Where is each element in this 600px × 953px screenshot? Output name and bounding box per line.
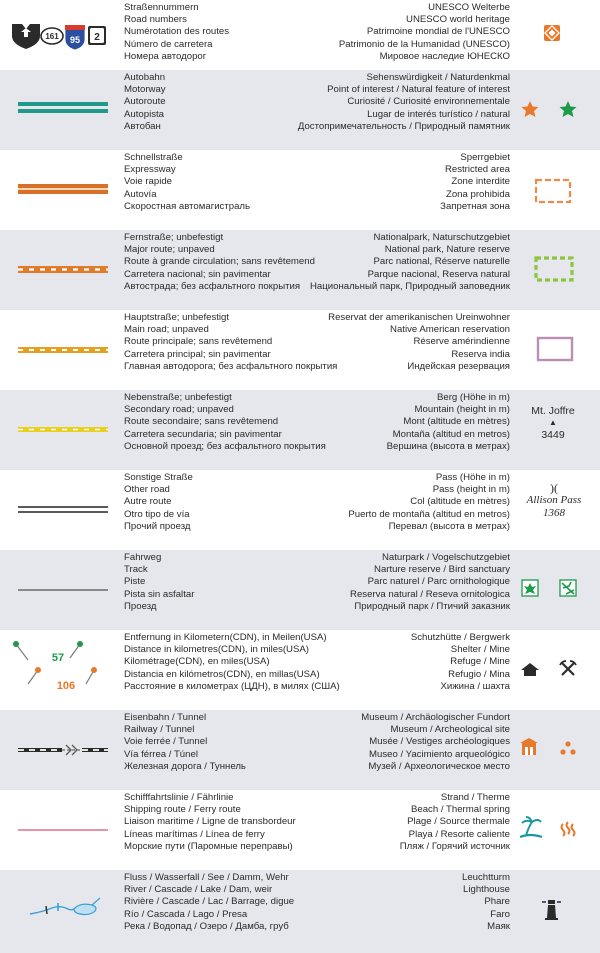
label-ru: Автострада; без асфальтного покрытия	[124, 280, 301, 292]
nature-park-leaf-icon	[522, 580, 538, 596]
label-de: UNESCO Welterbe	[428, 2, 510, 13]
label-en: Main road; unpaved	[124, 324, 209, 336]
label-en: Restricted area	[444, 164, 510, 176]
label-ru: Достопримечательность / Природный памятник	[297, 120, 510, 132]
legend-right-text	[270, 232, 510, 293]
label-fr: Route à grande circulation; sans revêtemend	[124, 256, 315, 268]
label-es: Faro	[490, 908, 510, 920]
label-es: Río / Cascada / Lago / Presa	[124, 908, 248, 920]
label-de: Sperrgebiet	[460, 152, 510, 163]
label-ru: Автобан	[124, 120, 161, 132]
restricted-area-icon	[536, 180, 570, 202]
mountain-pass-symbol	[518, 482, 590, 520]
label-en: Major route; unpaved	[124, 244, 215, 256]
label-en: National park, Nature reserve	[384, 244, 510, 256]
pass-name: Allison Pass	[526, 494, 582, 506]
motorway-line-icon	[18, 102, 108, 113]
river-lake-dam-icon	[30, 898, 100, 915]
label-ru: Железная дорога / Туннель	[124, 760, 246, 772]
label-en: UNESCO world heritage	[406, 14, 510, 26]
legend-row-expressway	[0, 150, 600, 230]
label-en: Shipping route / Ferry route	[124, 804, 241, 816]
label-en: Motorway	[124, 84, 166, 96]
label-de: Reservat der amerikanischen Ureinwohner	[328, 312, 510, 323]
label-de: Eisenbahn / Tunnel	[124, 712, 207, 723]
label-fr: Phare	[484, 896, 510, 908]
label-en: Secondary road; unpaved	[124, 404, 234, 416]
interstate-shield-icon	[65, 25, 85, 50]
label-de: Fluss / Wasserfall / See / Damm, Wehr	[124, 872, 289, 883]
label-en: Native American reservation	[390, 324, 510, 336]
label-de: Autobahn	[124, 72, 166, 83]
label-ru: Река / Водопад / Озеро / Дамба, груб	[124, 920, 289, 932]
label-de: Schifffahrtslinie / Fährlinie	[124, 792, 234, 803]
label-fr: Rivière / Cascade / Lac / Barrage, digue	[124, 896, 295, 908]
label-ru: Запретная зона	[440, 200, 510, 212]
label-es: Refugio / Mina	[448, 668, 510, 680]
label-en: Other road	[124, 484, 170, 496]
label-de: Straßennummern	[124, 2, 199, 13]
label-de: Pass (Höhe in m)	[435, 472, 510, 483]
label-en: River / Cascade / Lake / Dam, weir	[124, 884, 273, 896]
shelter-hut-icon	[521, 663, 539, 676]
label-de: Hauptstraße; unbefestigt	[124, 312, 230, 323]
legend-right-text	[270, 632, 510, 693]
legend-right-text	[270, 392, 510, 453]
label-de: Fernstraße; unbefestigt	[124, 232, 224, 243]
label-ru: Природный парк / Птичий заказник	[354, 600, 510, 612]
label-es: Autovía	[124, 188, 157, 200]
label-es: Parque nacional, Reserva natural	[367, 268, 510, 280]
peak-triangle-icon: ▲	[549, 418, 557, 427]
legend-right-text	[270, 552, 510, 613]
label-fr: Mont (altitude en mètres)	[403, 416, 510, 428]
road-number-badges	[0, 0, 112, 70]
label-es: Carretera secundaria; sin pavimentar	[124, 428, 282, 440]
label-ru: Прочий проезд	[124, 520, 191, 532]
legend-right-text	[270, 792, 510, 853]
legend-right-text	[270, 2, 510, 63]
label-fr: Zone interdite	[451, 176, 510, 188]
legend-row-motorway	[0, 70, 600, 150]
point-of-interest-star-icon	[522, 101, 539, 117]
label-ru: Проезд	[124, 600, 157, 612]
label-ru: Вершина (высота в метрах)	[386, 440, 510, 452]
label-de: Sehenswürdigkeit / Naturdenkmal	[366, 72, 510, 83]
label-en: Track	[124, 564, 148, 576]
label-fr: Réserve amérindienne	[413, 336, 510, 348]
label-es: Número de carretera	[124, 38, 213, 50]
label-fr: Patrimoine mondial de l'UNESCO	[366, 26, 510, 38]
unesco-symbol	[516, 0, 600, 70]
label-es: Reserva india	[451, 348, 510, 360]
us-route-shield-icon	[88, 26, 106, 45]
archeological-site-icon	[560, 741, 575, 754]
pass-height: 1368	[543, 507, 565, 519]
label-en: Beach / Thermal spring	[410, 804, 510, 816]
peak-height: 3449	[541, 429, 565, 441]
label-de: Nebenstraße; unbefestigt	[124, 392, 232, 403]
label-fr: Parc national, Réserve naturelle	[373, 256, 510, 268]
label-ru: Главная автодорога; без асфальтного покрытия	[124, 360, 338, 372]
label-es: Carretera principal; sin pavimentar	[124, 348, 271, 360]
label-en: Distance in kilometres(CDN), in miles(USA)	[124, 644, 309, 656]
lighthouse-icon	[542, 900, 561, 920]
label-fr: Plage / Source thermale	[407, 816, 510, 828]
label-de: Sonstige Straße	[124, 472, 193, 483]
label-fr: Numérotation des routes	[124, 26, 230, 38]
other-road-line-icon	[18, 506, 108, 513]
label-es: Vía férrea / Túnel	[124, 748, 198, 760]
label-es: Otro tipo de vía	[124, 508, 190, 520]
label-es: Patrimonio de la Humanidad (UNESCO)	[338, 38, 510, 50]
label-ru: Индейская резервация	[407, 360, 510, 372]
label-es: Museo / Yacimiento arqueológico	[369, 748, 510, 760]
distance-miles-value: 106	[56, 680, 76, 692]
label-en: Expressway	[124, 164, 176, 176]
mine-pickaxe-icon	[560, 661, 576, 675]
distance-km-marker-icon	[13, 641, 83, 664]
label-en: Narture reserve / Bird sanctuary	[374, 564, 510, 576]
bird-sanctuary-icon	[560, 580, 576, 596]
label-de: Leuchtturm	[462, 872, 510, 883]
legend-right-text	[270, 712, 510, 773]
label-ru: Основной проезд; без асфальтного покрытия	[124, 440, 326, 452]
label-fr: Liaison maritime / Ligne de transbordeur	[124, 816, 296, 828]
label-fr: Route principale; sans revêtemend	[124, 336, 273, 348]
museum-icon	[520, 738, 538, 755]
legend-right-text	[270, 872, 510, 933]
label-en: Road numbers	[124, 14, 187, 26]
label-en: Railway / Tunnel	[124, 724, 195, 736]
label-de: Museum / Archäologischer Fundort	[361, 712, 510, 723]
label-fr: Col (altitude en mètres)	[410, 496, 510, 508]
label-fr: Kilométrage(CDN), en miles(USA)	[124, 656, 270, 668]
label-en: Point of interest / Natural feature of interest	[327, 84, 510, 96]
label-es: Zona prohibida	[445, 188, 510, 200]
label-es: Pista sin asfaltar	[124, 588, 195, 600]
label-fr: Refuge / Mine	[450, 656, 510, 668]
mountain-peak-symbol	[520, 404, 586, 442]
legend-row-water	[0, 870, 600, 953]
thermal-spring-icon	[562, 822, 575, 836]
major-route-unpaved-line-icon	[18, 266, 108, 273]
legend-row-distances	[0, 630, 600, 710]
peak-name: Mt. Joffre	[531, 405, 575, 417]
label-ru: Скоростная автомагистраль	[124, 200, 251, 212]
label-de: Fahrweg	[124, 552, 162, 563]
legend-row-other-road	[0, 470, 600, 550]
national-park-area-icon	[536, 258, 572, 280]
label-fr: Curiosité / Curiosité environnementale	[347, 96, 510, 108]
legend-row-main-road	[0, 310, 600, 390]
legend-right-text	[270, 472, 510, 533]
label-es: Lugar de interés turístico / natural	[367, 108, 510, 120]
label-es: Carretera nacional; sin pavimentar	[124, 268, 271, 280]
label-ru: Мировое наследие ЮНЕСКО	[379, 50, 510, 62]
legend-right-text	[270, 312, 510, 373]
label-en: Mountain (height in m)	[414, 404, 510, 416]
railway-tunnel-line-icon	[18, 745, 108, 755]
provincial-route-badge	[41, 28, 63, 44]
label-en: Lighthouse	[463, 884, 510, 896]
label-fr: Voie rapide	[124, 176, 173, 188]
label-es: Líneas marítimas / Línea de ferry	[124, 828, 265, 840]
label-es: Playa / Resorte caliente	[408, 828, 510, 840]
label-es: Distancia en kilómetros(CDN), en millas(USA)	[124, 668, 320, 680]
label-es: Montaña (altitud en metros)	[392, 428, 510, 440]
legend-row-major-route	[0, 230, 600, 310]
legend-row-railway	[0, 710, 600, 790]
label-fr: Piste	[124, 576, 146, 588]
label-de: Strand / Therme	[440, 792, 510, 803]
label-en: Pass (height in m)	[432, 484, 510, 496]
label-es: Reserva natural / Reseva ornitologica	[350, 588, 510, 600]
label-ru: Пляж / Горячий источник	[399, 840, 510, 852]
label-fr: Voie ferrée / Tunnel	[124, 736, 208, 748]
label-ru: Номера автодорог	[124, 50, 207, 62]
label-en: Shelter / Mine	[450, 644, 510, 656]
label-fr: Autoroute	[124, 96, 166, 108]
expressway-line-icon	[18, 184, 108, 194]
road-number-95: 95	[69, 35, 81, 45]
label-fr: Parc naturel / Parc ornithologique	[367, 576, 510, 588]
label-de: Entfernung in Kilometern(CDN), in Meilen(USA)	[124, 632, 327, 643]
distance-miles-marker-icon	[28, 667, 97, 692]
legend-row-secondary-road	[0, 390, 600, 470]
label-es: Autopista	[124, 108, 165, 120]
trans-canada-shield-icon	[12, 24, 40, 49]
beach-palm-icon	[520, 817, 542, 837]
label-de: Schutzhütte / Bergwerk	[410, 632, 510, 643]
label-de: Nationalpark, Naturschutzgebiet	[373, 232, 510, 243]
secondary-road-unpaved-line-icon	[18, 427, 108, 432]
legend-right-text	[270, 72, 510, 133]
road-number-2: 2	[94, 32, 100, 43]
natural-feature-star-icon	[560, 101, 577, 117]
pass-bracket-icon: )(	[550, 481, 558, 495]
label-ru: Маяк	[487, 920, 510, 932]
label-ru: Морские пути (Паромные переправы)	[124, 840, 293, 852]
label-fr: Route secondaire; sans revêtemend	[124, 416, 279, 428]
label-ru: Национальный парк, Природный заповедник	[310, 280, 510, 292]
label-ru: Хижина / шахта	[440, 680, 510, 692]
label-es: Puerto de montaña (altitud en metros)	[348, 508, 510, 520]
main-road-unpaved-line-icon	[18, 347, 108, 353]
label-en: Museum / Archeological site	[390, 724, 510, 736]
label-de: Naturpark / Vogelschutzgebiet	[382, 552, 510, 563]
label-ru: Перевал (высота в метрах)	[388, 520, 510, 532]
legend-row-track	[0, 550, 600, 630]
distance-km-value: 57	[51, 652, 65, 664]
unesco-heritage-icon	[544, 25, 560, 41]
legend-row-shipping	[0, 790, 600, 870]
label-fr: Musée / Vestiges archéologiques	[369, 736, 510, 748]
legend-right-text	[270, 152, 510, 213]
native-reservation-area-icon	[538, 338, 572, 360]
label-de: Berg (Höhe in m)	[436, 392, 510, 403]
legend-row-road-numbers	[0, 0, 600, 70]
label-fr: Autre route	[124, 496, 172, 508]
road-number-161: 161	[45, 32, 59, 41]
label-ru: Расстояние в километрах (ЦДН), в милях (США)	[124, 680, 340, 692]
label-ru: Музей / Археологическое место	[368, 760, 510, 772]
label-de: Schnellstraße	[124, 152, 183, 163]
